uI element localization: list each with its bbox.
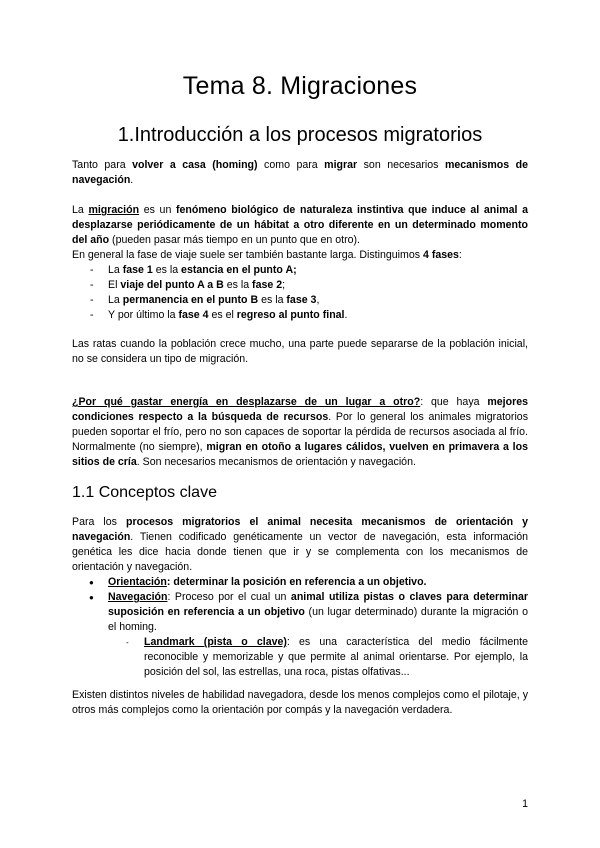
paragraph-concepts: Para los procesos migratorios el animal necesita mecanismos de orientación y navegación. Tienen codificado genéticamente un vector de navegación, esta información genética les dice hacia donde tienen que ir y se complementa con los mecanismos de orientación y navegación. ● Orientación: determinar la posición en referencia a un objetivo. ● Navegación: Proceso por el cual un animal utiliza pistas o claves para determinar suposición en referencia a un objetivo (un lugar determinado) durante la migración o el homing. - Landmark (pista o clave): es una característica del medio fácilmente reconocible y memorizable y que permite al animal orientarse. Por ejemplo, la posición del sol, las estrellas, una roca, pistas olfativas... — [72, 515, 528, 680]
concepts-list — [72, 575, 528, 680]
paragraph-rats: Las ratas cuando la población crece mucho, una parte puede separarse de la población inicial, no se considera un tipo de migración. — [72, 338, 528, 365]
page-number: 1 — [522, 798, 528, 810]
paragraph-energy: ¿Por qué gastar energía en desplazarse de un lugar a otro?: que haya mejores condiciones respecto a la búsqueda de recursos. Por lo general los animales migratorios pueden soportar el frío, pero no son capaces de soportar la pérdida de recursos asociada al frío. Normalmente (no siempre), migran en otoño a lugares cálidos, vuelven en primavera a los sitios de cría. Son necesarios mecanismos de orientación y navegación. — [72, 396, 529, 468]
list-item: - La permanencia en el punto B es la fase 3, — [72, 293, 528, 308]
list-item-navigation: ● Navegación: Proceso por el cual un animal utiliza pistas o claves para determinar suposición en referencia a un objetivo (un lugar determinado) durante la migración o el homing. - Landmark (pista o clave): es una característica del medio fácilmente reconocible y memorizable y que permite al animal orientarse. Por ejemplo, la posición del sol, las estrellas, una roca, pistas olfativas... — [72, 590, 528, 680]
paragraph-homing: Tanto para volver a casa (homing) como para migrar son necesarios mecanismos de navegación. — [72, 159, 528, 186]
section-heading-intro: 1.Introducción a los procesos migratorios — [117, 124, 483, 146]
list-item-landmark: - Landmark (pista o clave): es una característica del medio fácilmente reconocible y memorizable y que permite al animal orientarse. Por ejemplo, la posición del sol, las estrellas, una roca, pistas olfativas... — [108, 635, 528, 680]
list-item: - La fase 1 es la estancia en el punto A; — [72, 263, 528, 278]
paragraph-migration-definition: La migración es un fenómeno biológico de naturaleza instintiva que induce al animal a desplazarse periódicamente de un hábitat a otro diferente en un determinado momento del año (pueden pasar más tiempo en un punto que en otro). En general la fase de viaje suele ser también bastante larga. Distinguimos 4 fases: - La fase 1 es la estancia en el punto A; - El viaje del punto A a B es la fase 2; - La permanencia en el punto B es la fase 3, - Y por último la fase 4 es el regreso al punto final. — [72, 203, 528, 323]
list-item-orientation: ● Orientación: determinar la posición en referencia a un objetivo. — [72, 575, 528, 590]
list-item: - El viaje del punto A a B es la fase 2; — [72, 278, 528, 293]
section-heading-concepts: 1.1 Conceptos clave — [72, 484, 217, 501]
phases-list — [72, 263, 528, 323]
navigation-sublist — [108, 635, 528, 680]
list-item: - Y por último la fase 4 es el regreso al punto final. — [72, 308, 528, 323]
page-title: Tema 8. Migraciones — [182, 72, 418, 100]
paragraph-navigation-levels: Existen distintos niveles de habilidad navegadora, desde los menos complejos como el pilotaje, y otros más complejos como la orientación por compás y la navegación verdadera. — [72, 689, 528, 716]
